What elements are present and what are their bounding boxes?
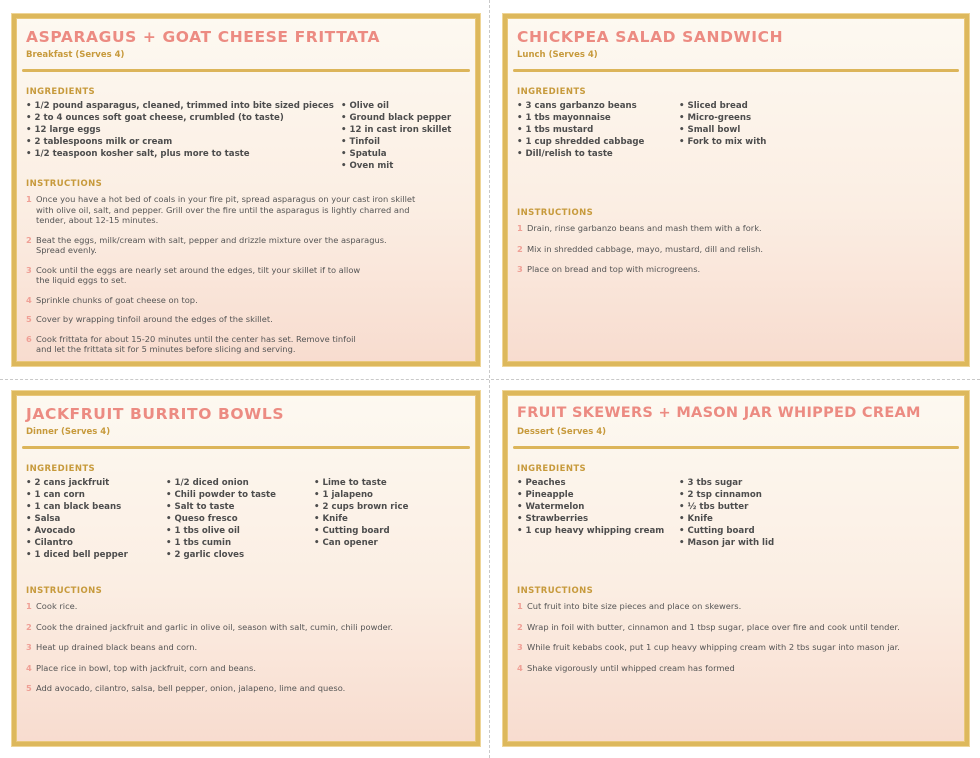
recipe-card-chickpea: [503, 14, 969, 366]
step-number: 4: [26, 294, 32, 305]
step-text: Cook rice.: [36, 601, 78, 611]
step-number: 1: [26, 601, 32, 611]
instructions-list: [517, 601, 900, 673]
step-text: with olive oil, salt, and pepper. Grill over the fire until the asparagus is lightly charred and: [36, 204, 410, 215]
recipe-title: JACKFRUIT BURRITO BOWLS: [26, 405, 285, 423]
instruction-step: [26, 683, 393, 694]
ingredients-list-col1: [517, 100, 644, 160]
ingredients-list-col1: [26, 477, 128, 561]
step-number: 5: [26, 683, 32, 693]
ingredient-item: • 1 cup shredded cabbage: [517, 136, 644, 148]
instructions-heading: INSTRUCTIONS: [26, 586, 103, 596]
ingredient-item: • 1 tbs mustard: [517, 124, 644, 136]
instructions-list: [26, 194, 415, 355]
ingredient-item: • 2 tablespoons milk or cream: [26, 136, 334, 148]
instruction-step: [517, 663, 900, 674]
step-number: 3: [517, 642, 523, 652]
step-number: 2: [26, 621, 32, 632]
ingredient-item: • Spatula: [341, 148, 451, 160]
instruction-step: [517, 264, 763, 275]
step-text: Cook the drained jackfruit and garlic in olive oil, season with salt, cumin, chili powder.: [36, 621, 394, 632]
divider: [513, 69, 959, 72]
recipe-card-jackfruit: [12, 391, 480, 746]
divider: [22, 446, 470, 449]
ingredient-item: • 1 tbs cumin: [166, 537, 276, 549]
step-text: tender, about 12-15 minutes.: [36, 215, 159, 225]
ingredient-item: • Cilantro: [26, 537, 128, 549]
step-text: Cook frittata for about 15-20 minutes until the center has set. Remove tinfoil: [36, 333, 356, 344]
step-text: the liquid eggs to set.: [36, 275, 127, 285]
ingredients-heading: INGREDIENTS: [517, 87, 587, 97]
ingredient-item: • Knife: [314, 513, 408, 525]
cut-line-vertical: [489, 0, 490, 758]
ingredient-item: • Avocado: [26, 525, 128, 537]
step-number: 2: [26, 234, 32, 245]
ingredient-item: • Tinfoil: [341, 136, 451, 148]
ingredients-list-col3: [314, 477, 408, 549]
ingredient-item: • Cutting board: [679, 525, 774, 537]
step-number: 2: [517, 621, 523, 632]
ingredients-heading: INGREDIENTS: [517, 464, 587, 474]
step-text: Once you have a hot bed of coals in your fire pit, spread asparagus on your cast iron skillet: [36, 194, 416, 204]
instruction-step: [517, 244, 763, 255]
step-number: 3: [26, 642, 32, 652]
step-text: Mix in shredded cabbage, mayo, mustard, dill and relish.: [527, 243, 764, 254]
instruction-step: [517, 223, 763, 234]
recipe-subtitle: Breakfast (Serves 4): [26, 50, 125, 60]
step-text: Cook until the eggs are nearly set around the edges, tilt your skillet if to allow: [36, 264, 361, 275]
recipe-subtitle: Dessert (Serves 4): [517, 427, 607, 437]
ingredients-list-col2: [679, 100, 766, 148]
ingredient-item: • 1 cup heavy whipping cream: [517, 525, 664, 537]
step-text: Place rice in bowl, top with jackfruit, corn and beans.: [36, 662, 256, 673]
instructions-heading: INSTRUCTIONS: [517, 208, 594, 218]
ingredients-heading: INGREDIENTS: [26, 87, 96, 97]
recipe-subtitle: Dinner (Serves 4): [26, 427, 111, 437]
instructions-list: [26, 601, 393, 694]
ingredient-item: • 2 garlic cloves: [166, 549, 276, 561]
ingredient-item: • 1/2 diced onion: [166, 477, 276, 489]
step-text: Cover by wrapping tinfoil around the edges of the skillet.: [36, 314, 273, 324]
ingredient-item: • Sliced bread: [679, 100, 766, 112]
ingredient-item: • Salsa: [26, 513, 128, 525]
instruction-step: [26, 194, 415, 226]
step-text: Beat the eggs, milk/cream with salt, pepper and drizzle mixture over the asparagus.: [36, 234, 387, 245]
step-text: Add avocado, cilantro, salsa, bell pepper, onion, jalapeno, lime and queso.: [36, 683, 346, 693]
instruction-step: [26, 265, 415, 286]
ingredient-item: • Chili powder to taste: [166, 489, 276, 501]
ingredient-item: • Knife: [679, 513, 774, 525]
ingredient-item: • Lime to taste: [314, 477, 408, 489]
recipe-title: CHICKPEA SALAD SANDWICH: [517, 28, 784, 46]
instruction-step: [26, 334, 415, 355]
instruction-step: [26, 663, 393, 674]
recipe-subtitle: Lunch (Serves 4): [517, 50, 598, 60]
step-number: 4: [517, 662, 523, 673]
ingredient-item: • 2 cups brown rice: [314, 501, 408, 513]
divider: [22, 69, 470, 72]
step-number: 2: [517, 243, 523, 254]
instruction-step: [26, 601, 393, 612]
step-text: Spread evenly.: [36, 245, 97, 255]
recipe-title: FRUIT SKEWERS + MASON JAR WHIPPED CREAM: [517, 405, 921, 421]
step-text: Drain, rinse garbanzo beans and mash them with a fork.: [527, 223, 762, 233]
step-number: 1: [26, 194, 32, 204]
ingredient-item: • 2 to 4 ounces soft goat cheese, crumbled (to taste): [26, 112, 334, 124]
ingredient-item: • 3 cans garbanzo beans: [517, 100, 644, 112]
step-text: Heat up drained black beans and corn.: [36, 642, 198, 652]
ingredient-item: • Mason jar with lid: [679, 537, 774, 549]
ingredient-item: • 3 tbs sugar: [679, 477, 774, 489]
step-number: 5: [26, 314, 32, 324]
ingredient-item: • Small bowl: [679, 124, 766, 136]
ingredient-item: • Micro-greens: [679, 112, 766, 124]
ingredient-item: • 2 tsp cinnamon: [679, 489, 774, 501]
ingredient-item: • Watermelon: [517, 501, 664, 513]
step-text: Wrap in foil with butter, cinnamon and 1 tbsp sugar, place over fire and cook until tender.: [527, 621, 900, 632]
ingredient-item: • Peaches: [517, 477, 664, 489]
instruction-step: [26, 642, 393, 653]
ingredient-item: • ½ tbs butter: [679, 501, 774, 513]
ingredient-item: • Oven mit: [341, 160, 451, 172]
ingredient-item: • 1 diced bell pepper: [26, 549, 128, 561]
ingredient-item: • Strawberries: [517, 513, 664, 525]
instructions-list: [517, 223, 763, 275]
step-text: While fruit kebabs cook, put 1 cup heavy whipping cream with 2 tbs sugar into mason jar.: [527, 642, 900, 652]
step-number: 3: [517, 264, 523, 274]
instructions-heading: INSTRUCTIONS: [26, 179, 103, 189]
ingredient-item: • 12 large eggs: [26, 124, 334, 136]
ingredient-item: • 1 tbs olive oil: [166, 525, 276, 537]
ingredient-item: • Salt to taste: [166, 501, 276, 513]
ingredients-list-col1: [26, 100, 334, 160]
instructions-heading: INSTRUCTIONS: [517, 586, 594, 596]
ingredient-item: • 1 can black beans: [26, 501, 128, 513]
instruction-step: [517, 622, 900, 633]
ingredients-list-col2: [679, 477, 774, 549]
ingredient-item: • Fork to mix with: [679, 136, 766, 148]
ingredient-item: • Queso fresco: [166, 513, 276, 525]
ingredient-item: • 12 in cast iron skillet: [341, 124, 451, 136]
ingredient-item: • Olive oil: [341, 100, 451, 112]
step-text: Cut fruit into bite size pieces and place on skewers.: [527, 601, 742, 611]
instruction-step: [517, 642, 900, 653]
recipe-card-frittata: [12, 14, 480, 366]
ingredient-item: • Pineapple: [517, 489, 664, 501]
cut-line-horizontal: [0, 379, 980, 380]
ingredient-item: • Dill/relish to taste: [517, 148, 644, 160]
divider: [513, 446, 959, 449]
ingredient-item: • Cutting board: [314, 525, 408, 537]
step-number: 3: [26, 264, 32, 275]
ingredient-item: • Can opener: [314, 537, 408, 549]
instruction-step: [26, 622, 393, 633]
ingredient-item: • 2 cans jackfruit: [26, 477, 128, 489]
ingredient-item: • 1 jalapeno: [314, 489, 408, 501]
step-text: Sprinkle chunks of goat cheese on top.: [36, 294, 198, 305]
step-number: 6: [26, 333, 32, 344]
ingredient-item: • 1/2 pound asparagus, cleaned, trimmed into bite sized pieces: [26, 100, 334, 112]
ingredient-item: • 1 tbs mayonnaise: [517, 112, 644, 124]
ingredients-list-col1: [517, 477, 664, 537]
step-number: 1: [517, 601, 523, 611]
step-number: 1: [517, 223, 523, 233]
step-text: Place on bread and top with microgreens.: [527, 264, 701, 274]
ingredient-item: • 1/2 teaspoon kosher salt, plus more to taste: [26, 148, 334, 160]
ingredient-item: • 1 can corn: [26, 489, 128, 501]
instruction-step: [26, 235, 415, 256]
recipe-title: ASPARAGUS + GOAT CHEESE FRITTATA: [26, 28, 381, 46]
ingredients-list-col2: [341, 100, 451, 172]
step-text: and let the frittata sit for 5 minutes before slicing and serving.: [36, 344, 296, 354]
instruction-step: [517, 601, 900, 612]
step-number: 4: [26, 662, 32, 673]
recipe-card-fruit-skewers: [503, 391, 969, 746]
ingredient-item: • Ground black pepper: [341, 112, 451, 124]
instruction-step: [26, 314, 415, 325]
ingredients-list-col2: [166, 477, 276, 561]
step-text: Shake vigorously until whipped cream has formed: [527, 662, 735, 673]
ingredients-heading: INGREDIENTS: [26, 464, 96, 474]
instruction-step: [26, 295, 415, 306]
